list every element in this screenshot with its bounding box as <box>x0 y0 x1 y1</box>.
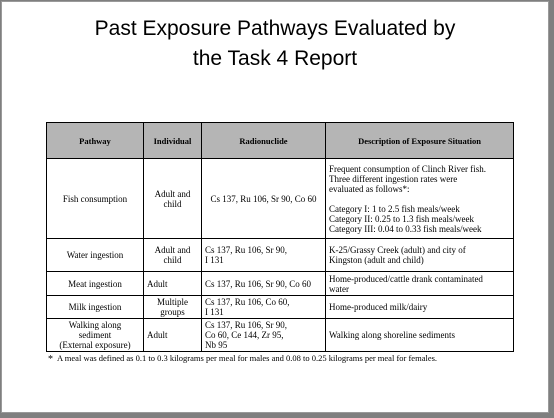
pathway-cell: Milk ingestion <box>47 296 144 319</box>
radionuclide-cell: Cs 137, Ru 106, Sr 90, Co 60 <box>202 272 326 296</box>
table-header-row <box>47 123 514 159</box>
pathway-cell: Water ingestion <box>47 239 144 272</box>
description-cell: Walking along shoreline sediments <box>326 319 514 352</box>
pathway-cell: Meat ingestion <box>47 272 144 296</box>
slide <box>1 1 549 413</box>
title-line-1: Past Exposure Pathways Evaluated by <box>94 17 456 40</box>
table-row <box>47 319 514 352</box>
header-individual: Individual <box>144 123 202 159</box>
table-footnote <box>48 353 538 365</box>
description-cell: K-25/Grassy Creek (adult) and city of Kingston (adult and child) <box>326 239 514 272</box>
table-row <box>47 159 514 239</box>
title-line-2: the Task 4 Report <box>192 47 358 70</box>
radionuclide-cell: Cs 137, Ru 106, Sr 90, Co 60, Ce 144, Zr 95, Nb 95 <box>202 319 326 352</box>
radionuclide-cell: Cs 137, Ru 106, Co 60, I 131 <box>202 296 326 319</box>
individual-cell: Adult and child <box>144 159 202 239</box>
description-cell: Home-produced/cattle drank contaminated water <box>326 272 514 296</box>
exposure-pathways-table <box>46 122 514 352</box>
pathway-cell: Walking along sediment (External exposure) <box>47 319 144 352</box>
footnote-text: A meal was defined as 0.1 to 0.3 kilograms per meal for males and 0.08 to 0.25 kilograms per meal for females. <box>57 353 438 363</box>
slide-title <box>2 14 548 74</box>
table-row <box>47 239 514 272</box>
individual-cell: Adult <box>144 319 202 352</box>
description-cell: Home-produced milk/dairy <box>326 296 514 319</box>
header-description: Description of Exposure Situation <box>326 123 514 159</box>
individual-cell: Adult <box>144 272 202 296</box>
individual-cell: Adult and child <box>144 239 202 272</box>
table-row <box>47 272 514 296</box>
radionuclide-cell: Cs 137, Ru 106, Sr 90, I 131 <box>202 239 326 272</box>
footnote-marker: * <box>48 354 53 365</box>
header-pathway: Pathway <box>47 123 144 159</box>
individual-cell: Multiple groups <box>144 296 202 319</box>
description-cell: Frequent consumption of Clinch River fish. Three different ingestion rates were evaluated as follows*: Category I: 1 to 2.5 fish meals/week Category II: 0.25 to 1.3 fish meals/week Category III: 0.04 to 0.33 fish meals/week <box>326 159 514 239</box>
pathway-cell: Fish consumption <box>47 159 144 239</box>
header-radionuclide: Radionuclide <box>202 123 326 159</box>
radionuclide-cell: Cs 137, Ru 106, Sr 90, Co 60 <box>202 159 326 239</box>
table-row <box>47 296 514 319</box>
